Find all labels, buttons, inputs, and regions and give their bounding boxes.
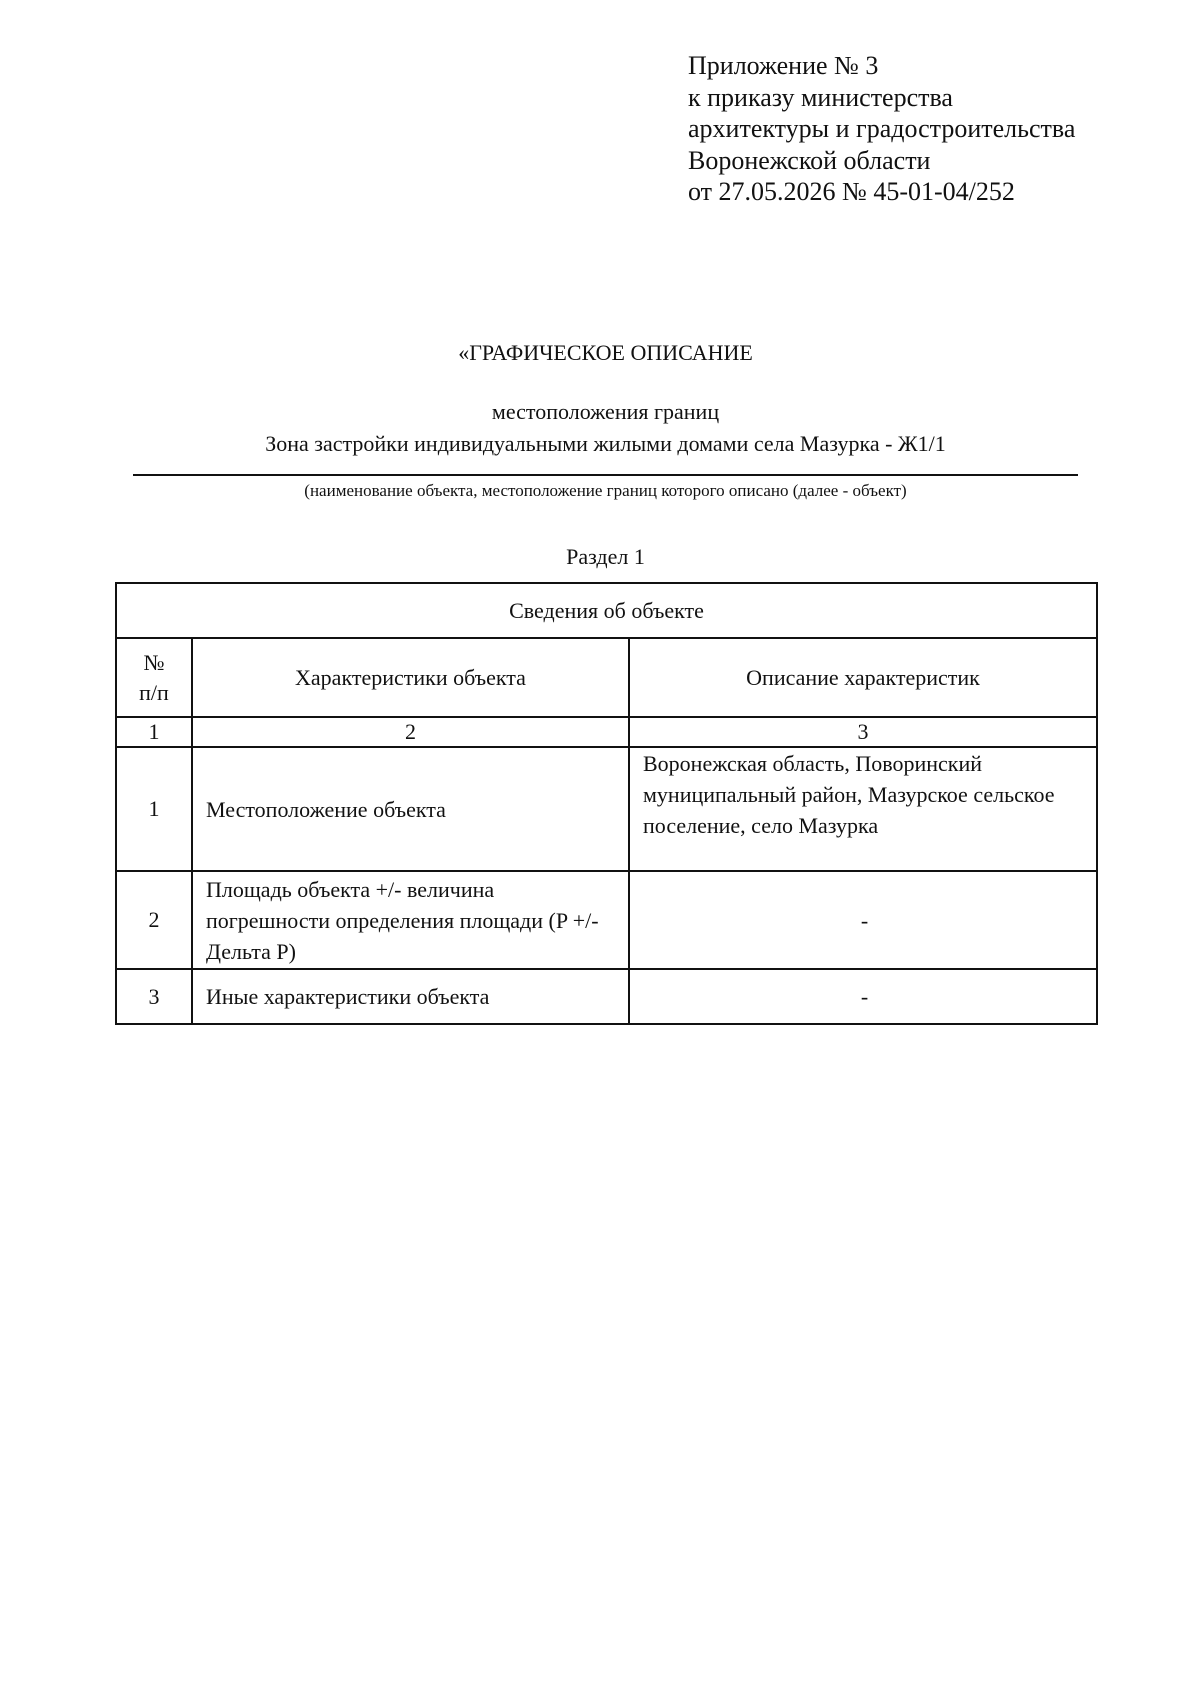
appendix-header: [688, 50, 1075, 208]
header-num-symbol: №: [143, 649, 165, 675]
row-characteristic: Площадь объекта +/- величина погрешности определения площади (P +/- Дельта P): [192, 871, 629, 969]
document-subtitle: [133, 396, 1078, 460]
row-number: 3: [116, 969, 192, 1024]
appendix-line: Воронежской области: [688, 145, 931, 175]
row-number: 1: [116, 747, 192, 871]
column-number: 3: [629, 717, 1097, 747]
appendix-line: Приложение № 3: [688, 51, 879, 80]
header-num: [116, 638, 192, 717]
header-num-abbr: п/п: [139, 679, 169, 705]
header-characteristics: Характеристики объекта: [192, 638, 629, 717]
subtitle-line: местоположения границ: [491, 399, 720, 424]
row-description: -: [629, 871, 1097, 969]
row-description: Воронежская область, Поворинский муниципальный район, Мазурское сельское поселение, село Мазурка: [629, 747, 1097, 871]
row-characteristic: Иные характеристики объекта: [192, 969, 629, 1024]
table-header-row: [116, 638, 1097, 717]
object-name: Зона застройки индивидуальными жилыми домами села Мазурка - Ж1/1: [265, 431, 946, 456]
row-description: -: [629, 969, 1097, 1024]
object-caption: (наименование объекта, местоположение границ которого описано (далее - объект): [304, 481, 907, 500]
table-caption-row: [116, 583, 1097, 638]
appendix-line: архитектуры и градостроительства: [688, 114, 1076, 143]
table-row: [116, 871, 1097, 969]
header-description: Описание характеристик: [629, 638, 1097, 717]
table-row: [116, 747, 1097, 871]
row-characteristic: Местоположение объекта: [192, 747, 629, 871]
row-number: 2: [116, 871, 192, 969]
column-number: 2: [192, 717, 629, 747]
column-number-row: [116, 717, 1097, 747]
object-info-table: [115, 582, 1098, 1025]
appendix-line: от 27.05.2026 № 45-01-04/252: [688, 177, 1015, 206]
table-row: [116, 969, 1097, 1024]
document-title: «ГРАФИЧЕСКОЕ ОПИСАНИЕ: [458, 340, 753, 365]
section-title: Раздел 1: [566, 544, 645, 569]
appendix-line: к приказу министерства: [688, 82, 953, 112]
column-number: 1: [116, 717, 192, 747]
table-caption: Сведения об объекте: [116, 583, 1097, 638]
object-name-underline: [133, 474, 1078, 476]
